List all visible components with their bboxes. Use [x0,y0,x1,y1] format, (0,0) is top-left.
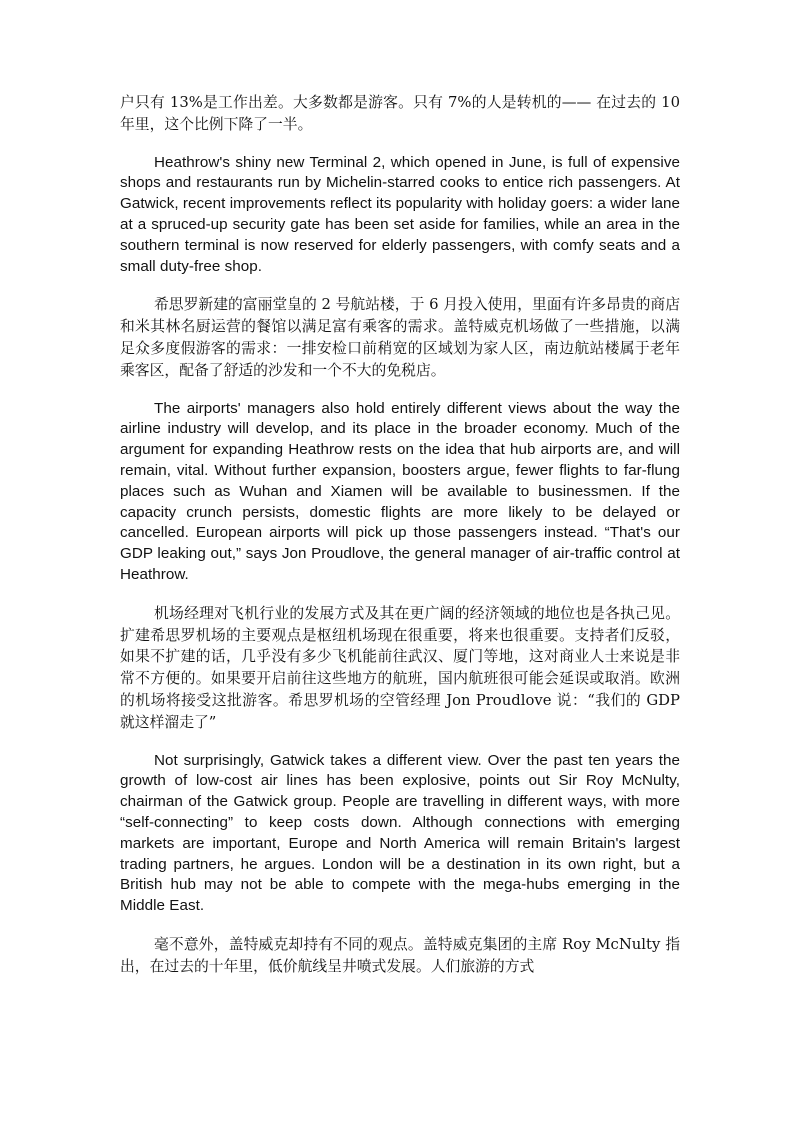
english-paragraph-terminal-2: Heathrow's shiny new Terminal 2, which opened in June, is full of expensive shops and restaurants run by Michelin-starred cooks to entice rich passengers. At Gatwick, recent improvements reflect its popularity with holiday goers: a wider lane at a spruced-up security gate has been set aside for families, while an area in the southern terminal is now reserved for elderly passengers, with comfy seats and a small duty-free shop. [120,153,680,275]
chinese-paragraph-continued: 户只有 13%是工作出差。大多数都是游客。只有 7%的人是转机的—— 在过去的 10 年里，这个比例下降了一半。 [120,94,680,133]
chinese-paragraph-gatwick-view: 毫不意外，盖特威克却持有不同的观点。盖特威克集团的主席 Roy McNulty 指出，在过去的十年里，低价航线呈井喷式发展。人们旅游的方式 [120,935,680,975]
document-page [120,92,680,977]
english-paragraph-managers-views: The airports' managers also hold entirely different views about the way the airline industry will develop, and its place in the broader economy. Much of the argument for expanding Heathrow rests on the idea that hub airports are, and will remain, vital. Without further expansion, boosters argue, fewer flights to far-flung places such as Wuhan and Xiamen will be available to businessmen. If the capacity crunch persists, domestic flights are more likely to be delayed or cancelled. European airports will pick up those passengers instead. “That's our GDP leaking out,” says Jon Proudlove, the general manager of air-traffic control at Heathrow. [120,399,680,583]
chinese-paragraph-managers-views: 机场经理对飞机行业的发展方式及其在更广阔的经济领域的地位也是各执己见。扩建希思罗机场的主要观点是枢纽机场现在很重要，将来也很重要。支持者们反驳，如果不扩建的话，几乎没有多少飞机能前往武汉、厦门等地，这对商业人士来说是非常不方便的。如果要开启前往这些地方的航班，国内航班很可能会延误或取消。欧洲的机场将接受这批游客。希思罗机场的空管经理 Jon Proudlove 说：“我们的 GDP 就这样溜走了” [120,604,680,731]
english-paragraph-gatwick-view: Not surprisingly, Gatwick takes a different view. Over the past ten years the growth of low-cost air lines has been explosive, points out Sir Roy McNulty, chairman of the Gatwick group. People are travelling in different ways, with more “self-connecting” to keep costs down. Although connections with emerging markets are important, Europe and North America will remain Britain's largest trading partners, he argues. London will be a destination in its own right, but a British hub may not be able to compete with the mega-hubs emerging in the Middle East. [120,751,680,915]
chinese-paragraph-terminal-2: 希思罗新建的富丽堂皇的 2 号航站楼，于 6 月投入使用，里面有许多昂贵的商店和米其林名厨运营的餐馆以满足富有乘客的需求。盖特威克机场做了一些措施，以满足众多度假游客的需求：一排安检口前稍宽的区域划为家人区，南边航站楼属于老年乘客区，配备了舒适的沙发和一个不大的免税店。 [120,296,680,379]
